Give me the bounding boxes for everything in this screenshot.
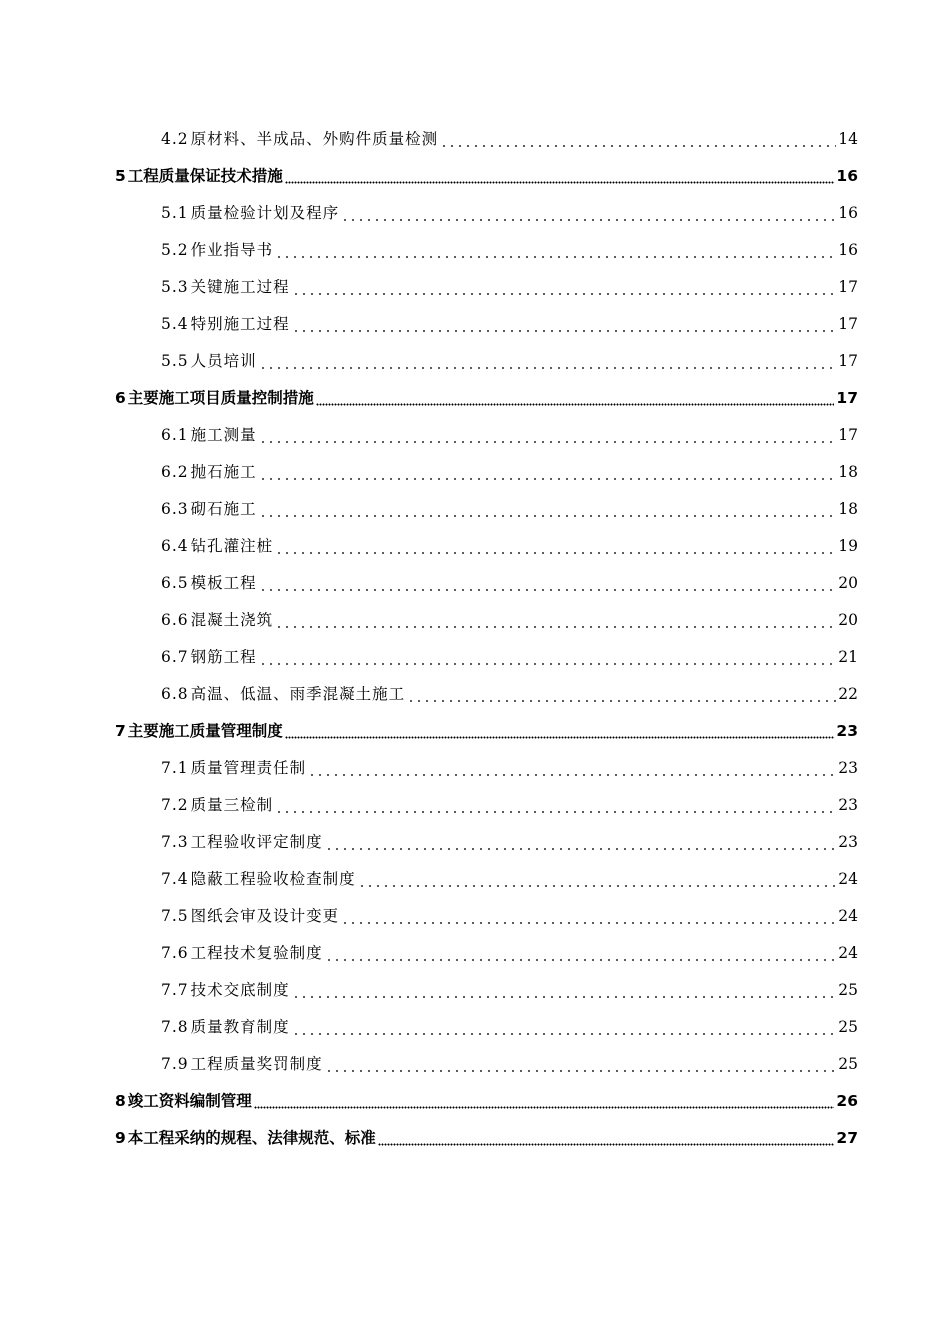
toc-entry-title: 抛石施工 bbox=[190, 463, 257, 481]
toc-entry-title: 质量检验计划及程序 bbox=[190, 204, 340, 222]
toc-entry-number: 7.1 bbox=[161, 759, 189, 777]
toc-dot-leader bbox=[275, 538, 836, 556]
toc-entry-number: 5.3 bbox=[161, 278, 189, 296]
toc-entry-number: 6.1 bbox=[161, 426, 189, 444]
toc-page-number: 17 bbox=[836, 389, 858, 407]
toc-page-number: 17 bbox=[838, 426, 858, 444]
toc-dot-leader bbox=[358, 871, 837, 889]
toc-entry-number: 7.8 bbox=[161, 1018, 189, 1036]
toc-dot-leader bbox=[285, 168, 835, 186]
toc-dot-leader bbox=[325, 834, 837, 852]
toc-page-number: 23 bbox=[836, 722, 858, 740]
toc-entry-number: 6.5 bbox=[161, 574, 189, 592]
toc-section-entry[interactable] bbox=[161, 750, 858, 787]
toc-dot-leader bbox=[259, 353, 837, 371]
toc-dot-leader bbox=[275, 612, 836, 630]
table-of-contents bbox=[0, 121, 950, 1157]
toc-section-entry[interactable] bbox=[161, 121, 858, 158]
toc-entry-title: 质量教育制度 bbox=[190, 1018, 290, 1036]
toc-dot-leader bbox=[341, 908, 836, 926]
toc-page-number: 18 bbox=[838, 463, 858, 481]
toc-entry-title: 工程技术复验制度 bbox=[190, 944, 323, 962]
toc-entry-title: 工程验收评定制度 bbox=[190, 833, 323, 851]
toc-entry-number: 5.1 bbox=[161, 204, 189, 222]
toc-page-number: 23 bbox=[838, 759, 858, 777]
toc-section-entry[interactable] bbox=[161, 491, 858, 528]
toc-chapter-entry[interactable] bbox=[115, 158, 858, 195]
toc-entry-title: 技术交底制度 bbox=[190, 981, 290, 999]
toc-dot-leader bbox=[259, 464, 837, 482]
toc-entry-number: 7.5 bbox=[161, 907, 189, 925]
toc-dot-leader bbox=[259, 575, 837, 593]
toc-section-entry[interactable] bbox=[161, 232, 858, 269]
toc-entry-title: 作业指导书 bbox=[190, 241, 274, 259]
toc-section-entry[interactable] bbox=[161, 861, 858, 898]
toc-entry-title: 钢筋工程 bbox=[190, 648, 257, 666]
toc-page-number: 23 bbox=[838, 833, 858, 851]
toc-dot-leader bbox=[325, 945, 837, 963]
toc-section-entry[interactable] bbox=[161, 565, 858, 602]
toc-dot-leader bbox=[407, 686, 836, 704]
toc-chapter-entry[interactable] bbox=[115, 713, 858, 750]
toc-dot-leader bbox=[259, 427, 837, 445]
toc-dot-leader bbox=[285, 723, 835, 741]
toc-entry-title: 高温、低温、雨季混凝土施工 bbox=[190, 685, 406, 703]
toc-entry-number: 7 bbox=[115, 722, 126, 740]
toc-chapter-entry[interactable] bbox=[115, 1083, 858, 1120]
toc-page-number: 24 bbox=[838, 944, 858, 962]
toc-entry-title: 模板工程 bbox=[190, 574, 257, 592]
toc-page-number: 24 bbox=[838, 907, 858, 925]
toc-entry-title: 钻孔灌注桩 bbox=[190, 537, 274, 555]
toc-entry-number: 7.9 bbox=[161, 1055, 189, 1073]
toc-page-number: 17 bbox=[838, 352, 858, 370]
toc-section-entry[interactable] bbox=[161, 972, 858, 1009]
toc-entry-number: 6.6 bbox=[161, 611, 189, 629]
toc-section-entry[interactable] bbox=[161, 454, 858, 491]
toc-entry-number: 4.2 bbox=[161, 130, 189, 148]
toc-entry-title: 关键施工过程 bbox=[190, 278, 290, 296]
toc-entry-number: 6.2 bbox=[161, 463, 189, 481]
toc-dot-leader bbox=[259, 501, 837, 519]
toc-page-number: 22 bbox=[838, 685, 858, 703]
toc-section-entry[interactable] bbox=[161, 195, 858, 232]
toc-section-entry[interactable] bbox=[161, 1046, 858, 1083]
toc-section-entry[interactable] bbox=[161, 343, 858, 380]
toc-entry-number: 6.8 bbox=[161, 685, 189, 703]
toc-section-entry[interactable] bbox=[161, 417, 858, 454]
toc-section-entry[interactable] bbox=[161, 269, 858, 306]
toc-section-entry[interactable] bbox=[161, 676, 858, 713]
toc-page-number: 17 bbox=[838, 315, 858, 333]
toc-entry-number: 6 bbox=[115, 389, 126, 407]
toc-chapter-entry[interactable] bbox=[115, 380, 858, 417]
toc-dot-leader bbox=[341, 205, 836, 223]
toc-section-entry[interactable] bbox=[161, 1009, 858, 1046]
toc-entry-title: 人员培训 bbox=[190, 352, 257, 370]
toc-dot-leader bbox=[440, 131, 836, 149]
toc-entry-title: 主要施工项目质量控制措施 bbox=[127, 389, 314, 407]
toc-section-entry[interactable] bbox=[161, 639, 858, 676]
toc-page-number: 25 bbox=[838, 1018, 858, 1036]
toc-dot-leader bbox=[378, 1130, 835, 1148]
toc-entry-number: 7.6 bbox=[161, 944, 189, 962]
toc-entry-title: 本工程采纳的规程、法律规范、标准 bbox=[127, 1129, 376, 1147]
toc-entry-title: 原材料、半成品、外购件质量检测 bbox=[190, 130, 439, 148]
toc-dot-leader bbox=[259, 649, 837, 667]
toc-entry-title: 砌石施工 bbox=[190, 500, 257, 518]
toc-entry-number: 5.4 bbox=[161, 315, 189, 333]
toc-page-number: 20 bbox=[838, 574, 858, 592]
toc-section-entry[interactable] bbox=[161, 528, 858, 565]
toc-dot-leader bbox=[308, 760, 836, 778]
toc-page-number: 27 bbox=[836, 1129, 858, 1147]
toc-dot-leader bbox=[292, 1019, 837, 1037]
toc-page-number: 16 bbox=[838, 241, 858, 259]
toc-entry-title: 工程质量保证技术措施 bbox=[127, 167, 283, 185]
toc-page-number: 19 bbox=[838, 537, 858, 555]
toc-entry-number: 5 bbox=[115, 167, 126, 185]
toc-entry-number: 9 bbox=[115, 1129, 126, 1147]
toc-entry-title: 主要施工质量管理制度 bbox=[127, 722, 283, 740]
toc-page-number: 25 bbox=[838, 981, 858, 999]
toc-section-entry[interactable] bbox=[161, 602, 858, 639]
toc-dot-leader bbox=[275, 797, 836, 815]
toc-entry-number: 8 bbox=[115, 1092, 126, 1110]
toc-entry-number: 7.3 bbox=[161, 833, 189, 851]
toc-page-number: 20 bbox=[838, 611, 858, 629]
toc-entry-title: 施工测量 bbox=[190, 426, 257, 444]
toc-page-number: 16 bbox=[836, 167, 858, 185]
toc-page-number: 23 bbox=[838, 796, 858, 814]
toc-entry-number: 7.7 bbox=[161, 981, 189, 999]
toc-page-number: 24 bbox=[838, 870, 858, 888]
toc-section-entry[interactable] bbox=[161, 935, 858, 972]
toc-dot-leader bbox=[292, 316, 837, 334]
toc-section-entry[interactable] bbox=[161, 898, 858, 935]
toc-entry-title: 质量三检制 bbox=[190, 796, 274, 814]
toc-chapter-entry[interactable] bbox=[115, 1120, 858, 1157]
toc-page-number: 25 bbox=[838, 1055, 858, 1073]
toc-page-number: 16 bbox=[838, 204, 858, 222]
toc-entry-number: 6.3 bbox=[161, 500, 189, 518]
toc-page-number: 26 bbox=[836, 1092, 858, 1110]
toc-entry-number: 7.2 bbox=[161, 796, 189, 814]
toc-entry-number: 5.2 bbox=[161, 241, 189, 259]
toc-entry-number: 6.4 bbox=[161, 537, 189, 555]
toc-entry-number: 7.4 bbox=[161, 870, 189, 888]
toc-dot-leader bbox=[316, 390, 835, 408]
toc-page-number: 17 bbox=[838, 278, 858, 296]
toc-dot-leader bbox=[292, 982, 837, 1000]
toc-entry-number: 5.5 bbox=[161, 352, 189, 370]
toc-section-entry[interactable] bbox=[161, 787, 858, 824]
toc-entry-title: 混凝土浇筑 bbox=[190, 611, 274, 629]
toc-page-number: 18 bbox=[838, 500, 858, 518]
toc-entry-title: 特别施工过程 bbox=[190, 315, 290, 333]
toc-entry-title: 竣工资料编制管理 bbox=[127, 1092, 252, 1110]
toc-dot-leader bbox=[292, 279, 837, 297]
toc-entry-title: 工程质量奖罚制度 bbox=[190, 1055, 323, 1073]
toc-dot-leader bbox=[254, 1093, 835, 1111]
toc-entry-title: 隐蔽工程验收检查制度 bbox=[190, 870, 356, 888]
toc-section-entry[interactable] bbox=[161, 824, 858, 861]
toc-entry-title: 图纸会审及设计变更 bbox=[190, 907, 340, 925]
toc-page-number: 14 bbox=[838, 130, 858, 148]
toc-page-number: 21 bbox=[838, 648, 858, 666]
toc-dot-leader bbox=[325, 1056, 837, 1074]
toc-entry-number: 6.7 bbox=[161, 648, 189, 666]
toc-entry-title: 质量管理责任制 bbox=[190, 759, 307, 777]
toc-section-entry[interactable] bbox=[161, 306, 858, 343]
toc-dot-leader bbox=[275, 242, 836, 260]
